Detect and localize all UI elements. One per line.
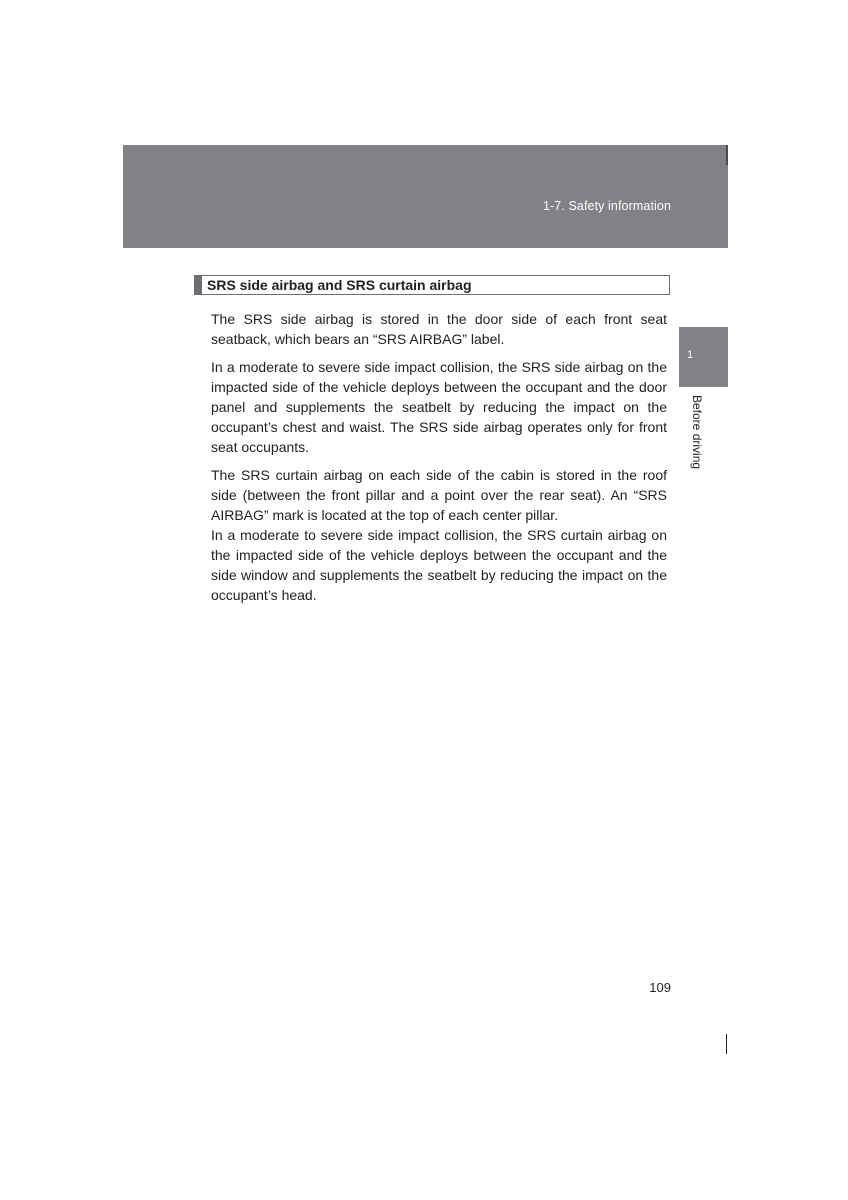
paragraph-curtain-airbag-location: The SRS curtain airbag on each side of the cabin is stored in the roof side (between the front pillar and a point over the rear seat). An “SRS AIRBAG” mark is located at the top of each center pillar. xyxy=(211,467,667,523)
page-number: 109 xyxy=(649,980,671,995)
section-heading: SRS side airbag and SRS curtain airbag xyxy=(207,277,472,293)
paragraph-side-airbag-location: The SRS side airbag is stored in the door side of each front seat seatback, which bears an “SRS AIRBAG” label. xyxy=(211,311,667,347)
chapter-tab xyxy=(679,327,728,387)
margin-rule xyxy=(726,1034,727,1054)
chapter-label: Before driving xyxy=(690,395,704,470)
header-tick-mark xyxy=(726,145,728,165)
header-band xyxy=(123,145,728,248)
body-text xyxy=(211,309,667,605)
chapter-number: 1 xyxy=(687,349,694,361)
section-title: 1-7. Safety information xyxy=(542,199,671,213)
section-heading-box xyxy=(194,275,670,295)
paragraph-side-airbag-deploy: In a moderate to severe side impact collision, the SRS side airbag on the impacted side of the vehicle deploys between the occupant and the door panel and supplements the seatbelt by reducing the impact on the occupant’s chest and waist. The SRS side airbag operates only for front seat occupants. xyxy=(211,359,667,455)
paragraph-curtain-airbag-deploy: In a moderate to severe side impact collision, the SRS curtain airbag on the impacted side of the vehicle deploys between the occupant and the side window and supplements the seatbelt by reducing the impact on the occupant’s head. xyxy=(211,527,667,603)
